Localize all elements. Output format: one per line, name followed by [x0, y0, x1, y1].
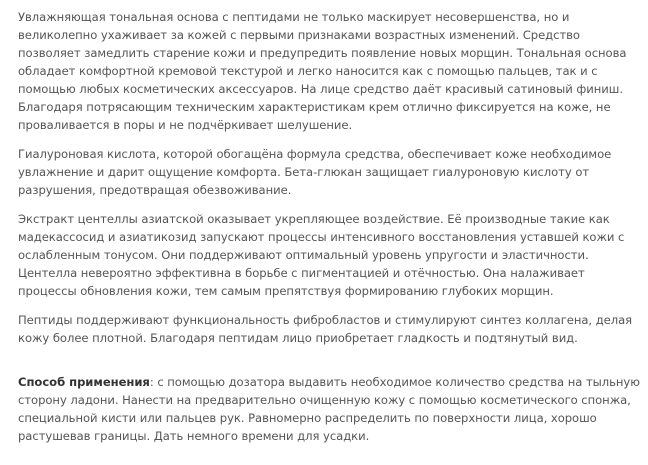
usage-label: Способ применения	[18, 375, 150, 389]
usage-text: : с помощью дозатора выдавить необходимое количество средства на тыльную сторону ладони. Нанести на предварительно очищенную кожу с помощью косметического спонжа, специальной кисти или пальцев рук. Равномерно распределить по поверхности лица, хорошо растушевав границы. Дать немного времени для усадки.	[18, 375, 640, 443]
usage-instructions	[18, 373, 640, 445]
description-paragraph-intro: Увлажняющая тональная основа с пептидами не только маскирует несовершенства, но и великолепно ухаживает за кожей с первыми признаками возрастных изменений. Средство позволяет замедлить старение кожи и предупредить появление новых морщин. Тональная основа обладает комфортной кремовой текстурой и легко наносится как с помощью пальцев, так и с помощью любых косметических аксессуаров. На лице средство даёт красивый сатиновый финиш. Благодаря потрясающим техническим характеристикам крем отлично фиксируется на коже, не проваливается в поры и не подчёркивает шелушение.	[18, 10, 627, 132]
product-description	[18, 8, 640, 456]
description-paragraph-hyaluronic: Гиалуроновая кислота, которой обогащёна формула средства, обеспечивает коже необходимое увлажнение и дарит ощущение комфорта. Бета-глюкан защищает гиалуроновую кислоту от разрушения, предотвращая обезвоживание.	[18, 147, 612, 197]
description-paragraph-centella: Экстракт центеллы азиатской оказывает укрепляющее воздействие. Её производные такие как мадекассосид и азиатикозид запускают процессы интенсивного восстановления уставшей кожи с ослабленным тонусом. Они поддерживают оптимальный уровень упругости и эластичности. Центелла невероятно эффективна в борьбе с пигментацией и отёчностью. Она налаживает процессы обновления кожи, тем самым препятствуя формированию глубоких морщин.	[18, 212, 625, 298]
description-paragraph-peptides: Пептиды поддерживают функциональность фибробластов и стимулируют синтез коллагена, делая кожу более плотной. Благодаря пептидам лицо приобретает гладкость и подтянутый вид.	[18, 313, 633, 345]
